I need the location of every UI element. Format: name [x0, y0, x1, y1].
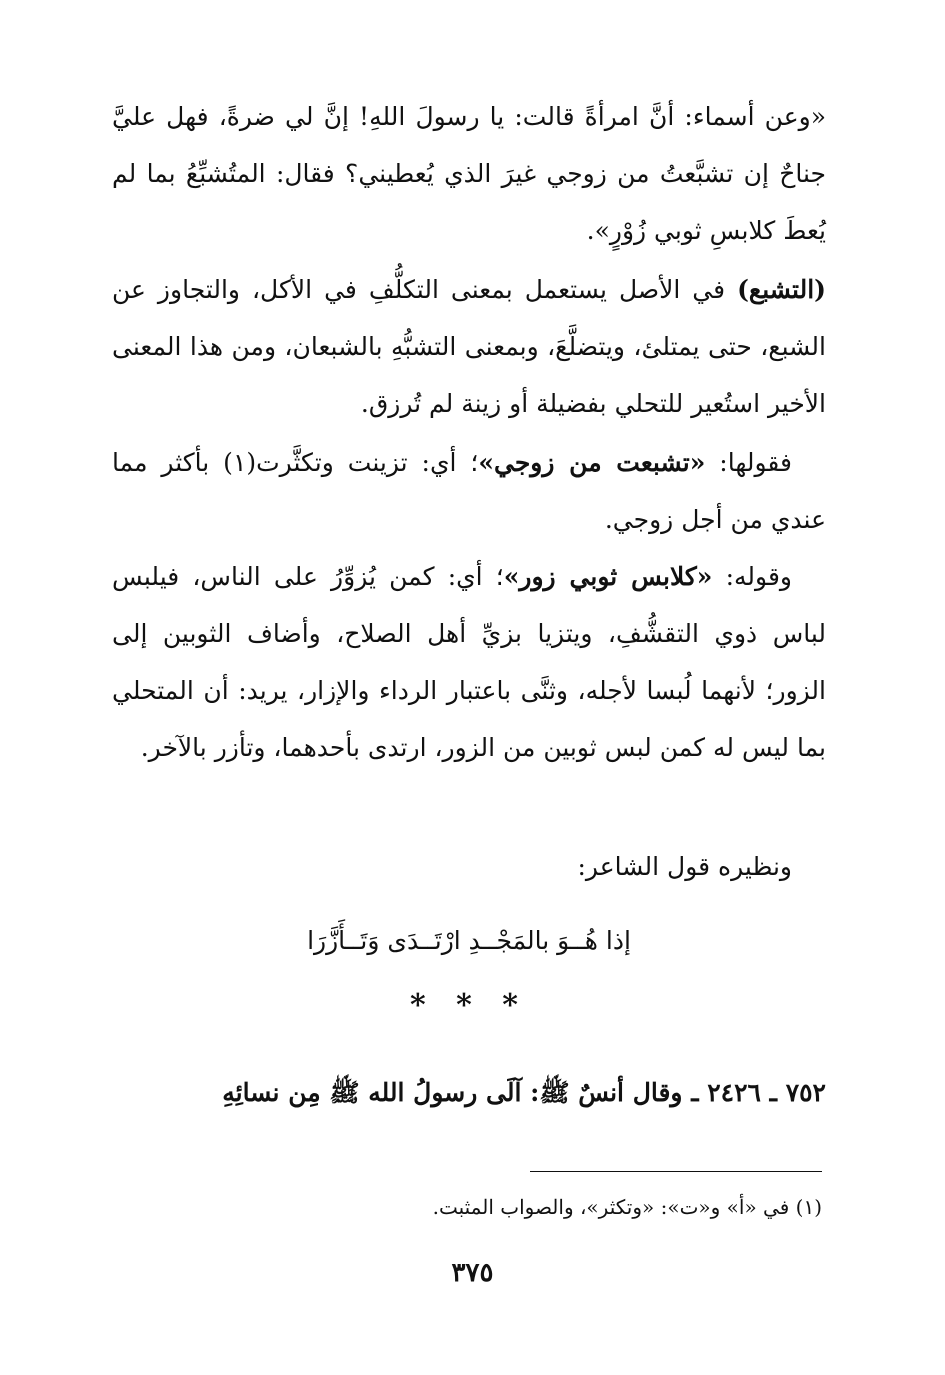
paragraph-poet-intro — [112, 838, 826, 895]
paragraph-3 — [112, 434, 826, 548]
paragraph-her-saying — [112, 434, 826, 548]
section-separator: * * * — [410, 988, 528, 1023]
paragraph-hadith-text — [112, 88, 826, 259]
paragraph-his-saying — [112, 548, 826, 776]
paragraph-3-body: ؛ أي: تزينت وتكثَّرت(١) بأكثر مما عندي من أجل زوجي. — [112, 448, 826, 534]
paragraph-1: «وعن أسماء: أنَّ امرأةً قالت: يا رسولَ اللهِ! إنَّ لي ضرةً، فهل عليَّ جناحٌ إن تشبَّعتُ من زوجي غيرَ الذي يُعطيني؟ فقال: المتُشبِّعُ بما لم يُعطَ كلابسِ ثوبي زُوْرٍ». — [112, 102, 826, 245]
paragraph-2 — [112, 261, 826, 432]
quote-kalabis: «كلابس ثوبي زور» — [503, 562, 713, 591]
paragraph-tashabbu-definition — [112, 261, 826, 432]
paragraph-4-body: ؛ أي: كمن يُزوِّرُ على الناس، فيلبس لباس ذوي التقشُّفِ، ويتزيا بزيِّ أهل الصلاح، وأضاف الثوبين إلى الزور؛ لأنهما لُبسا لأجله، وثنَّى باعتبار الرداء والإزار، يريد: أن المتحلي بما ليس له كمن لبس ثوبين من الزور، ارتدى بأحدهما، وتأزر بالآخر. — [112, 562, 826, 762]
paragraph-4-lead: وقوله: — [712, 562, 792, 591]
paragraph-3-lead: فقولها: — [705, 448, 792, 477]
quote-tashabbatu: «تشبعت من زوجي» — [478, 448, 706, 477]
page-number: ٣٧٥ — [451, 1258, 494, 1288]
footnote: (١) في «أ» و«ت»: «وتكثر»، والصواب المثبت. — [432, 1195, 822, 1219]
footnote-divider — [530, 1171, 822, 1172]
term-tashabbu: (التشبع) — [737, 275, 826, 304]
paragraph-2-body: في الأصل يستعمل بمعنى التكلُّفِ في الأكل، والتجاوز عن الشبع، حتى يمتلئ، ويتضلَّعَ، وبمعنى التشبُّهِ بالشبعان، ومن هذا المعنى الأخير استُعير للتحلي بفضيلة أو زينة لم تُرزق. — [112, 275, 826, 418]
paragraph-5: ونظيره قول الشاعر: — [577, 852, 792, 881]
poetry-verse: إذا هُــوَ بالمَجْــدِ ارْتَــدَى وَتَــأَزَّرَا — [307, 926, 631, 955]
hadith-heading: ٧٥٢ ـ ٢٤٢٦ ـ وقال أنسٌ ﷺ: آلَى رسولُ الله ﷺ مِن نسائِهِ — [222, 1078, 826, 1107]
paragraph-4 — [112, 548, 826, 776]
